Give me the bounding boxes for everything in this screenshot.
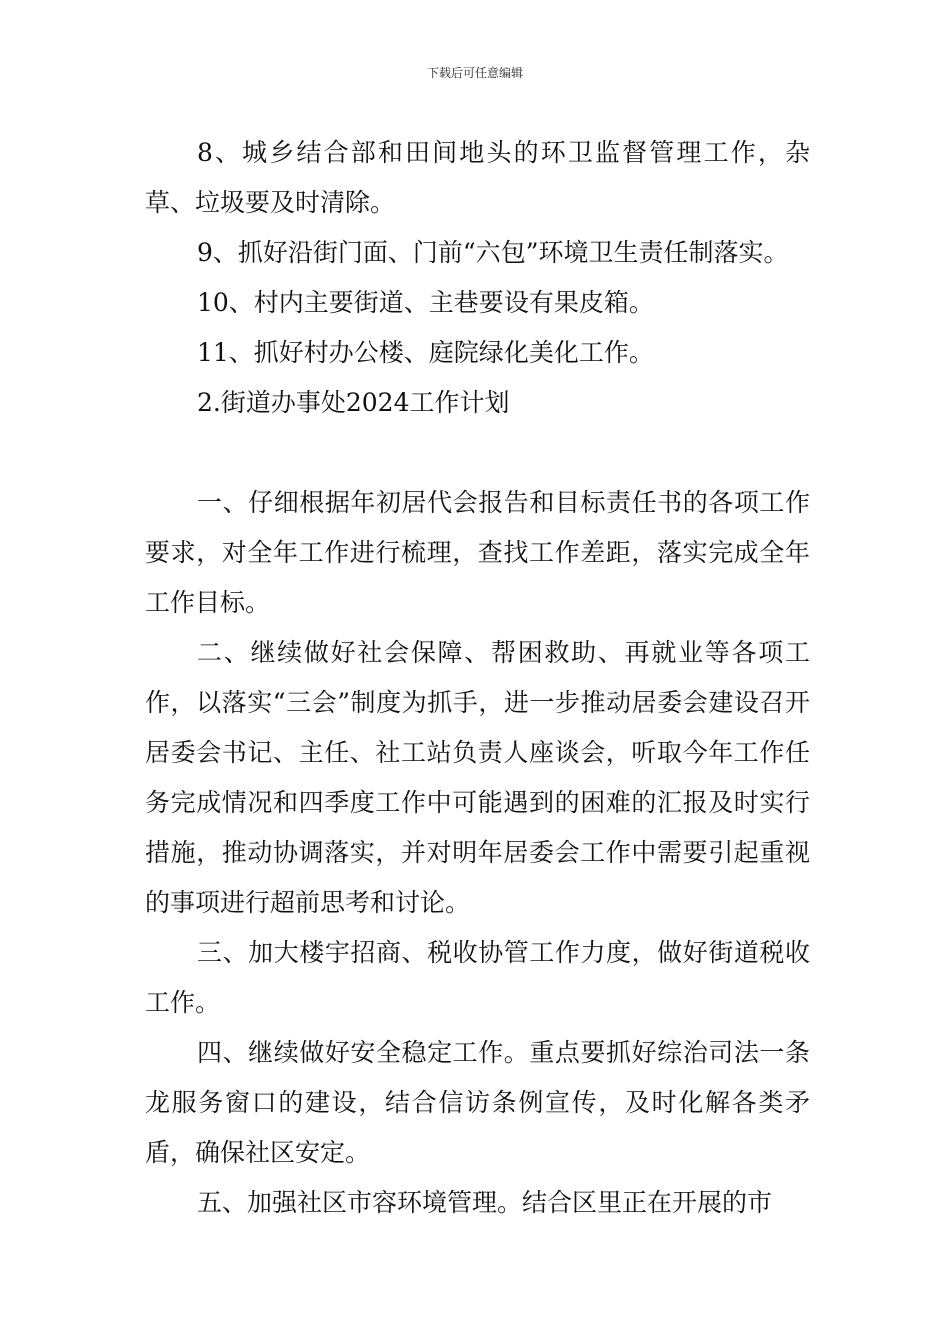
section-paragraph-5: 五、加强社区市容环境管理。结合区里正在开展的市: [197, 1188, 773, 1217]
paragraph-item-9: 9、抓好沿街门面、门前“六包”环境卫生责任制落实。: [197, 238, 789, 267]
page-header-note: 下载后可任意编辑: [426, 66, 523, 80]
blank-line: [145, 428, 810, 478]
document-body: [145, 128, 810, 1228]
section-paragraph-3: 三、加大楼宇招商、税收协管工作力度，做好街道税收工作。: [145, 938, 810, 1017]
paragraph-item-8: 8、城乡结合部和田间地头的环卫监督管理工作，杂草、垃圾要及时清除。: [145, 138, 810, 217]
paragraph-item-10: 10、村内主要街道、主巷要设有果皮箱。: [197, 288, 654, 317]
section-paragraph-4: 四、继续做好安全稳定工作。重点要抓好综治司法一条 龙服务窗口的建设，结合信访条例宣传，及时化解各类矛盾，确保社区安定。: [145, 1038, 810, 1167]
paragraph-item-11: 11、抓好村办公楼、庭院绿化美化工作。: [197, 338, 654, 367]
section-paragraph-2: 二、继续做好社会保障、帮困救助、再就业等各项工作，以落实“三会”制度为抓手，进一步推动居委会建设召开居委会书记、主任、社工站负责人座谈会，听取今年工作任务完成情况和四季度工作中可能遇到的困难的汇报及时实行措施，推动协调落实，并对明年居委会工作中需要引起重视的事项进行超前思考和讨论。: [145, 638, 810, 917]
section-heading: 2.街道办事处2024工作计划: [197, 388, 510, 417]
section-paragraph-1: 一、仔细根据年初居代会报告和目标责任书的各项工作要求，对全年工作进行梳理，查找工作差距，落实完成全年工作目标。: [145, 488, 810, 617]
